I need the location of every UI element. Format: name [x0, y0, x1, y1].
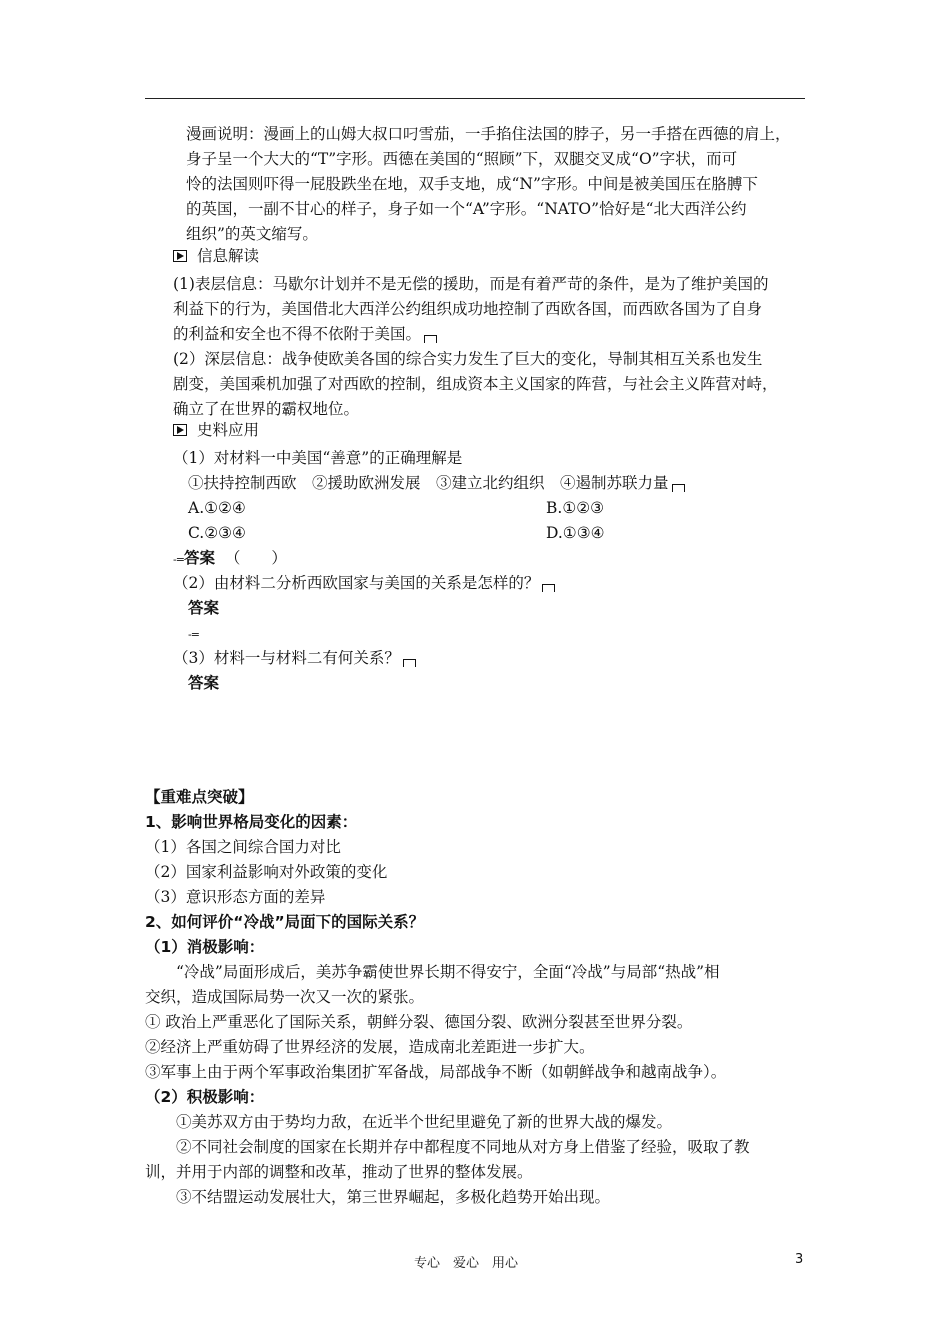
negative-para-line-2: 交织，造成国际局势一次又一次的紧张。: [145, 988, 425, 1006]
positive-label: （2）积极影响：: [145, 1088, 265, 1106]
info-line-3: [173, 323, 437, 345]
cartoon-line-2: 身子呈一个大大的“T”字形。西德在美国的“照顾”下，双腿交叉成“O”字状，而可: [186, 150, 738, 168]
section-1-item-1: （1）各国之间综合国力对比: [145, 838, 341, 856]
question-2: [173, 572, 555, 594]
question-3: [173, 647, 416, 669]
cartoon-line-5: 组织”的英文缩写。: [186, 225, 318, 243]
apply-heading-text: 史料应用: [197, 421, 260, 439]
answer-2-mark: [188, 622, 199, 646]
section-1-title: 1、影响世界格局变化的因素：: [145, 813, 358, 831]
section-1-item-2: （2）国家利益影响对外政策的变化: [145, 863, 388, 881]
footer-motto: 专心 爱心 用心: [414, 1256, 519, 1271]
negative-item-1: ① 政治上严重恶化了国际关系，朝鲜分裂、德国分裂、欧洲分裂甚至世界分裂。: [145, 1013, 693, 1031]
answer-2-label: 答案: [188, 599, 220, 617]
option-a: A.①②④: [188, 499, 246, 517]
play-marker-icon: [173, 424, 187, 436]
info-line-4: (2）深层信息：战争使欧美各国的综合实力发生了巨大的变化，导制其相互关系也发生: [173, 350, 763, 368]
section-2-title: 2、如何评价“冷战”局面下的国际关系？: [145, 913, 425, 931]
edit-mark-icon: -=: [173, 553, 184, 566]
negative-item-3: ③军事上由于两个军事政治集团扩军备战，局部战争不断（如朝鲜战争和越南战争）。: [145, 1063, 727, 1081]
negative-item-2: ②经济上严重妨碍了世界经济的发展，造成南北差距进一步扩大。: [145, 1038, 595, 1056]
positive-item-2-line-1: ②不同社会制度的国家在长期并存中都程度不同地从对方身上借鉴了经验，吸取了教: [176, 1138, 750, 1156]
negative-para-line-1: “冷战”局面形成后，美苏争霸使世界长期不得安宁，全面“冷战”与局部“热战”相: [176, 963, 720, 981]
answer-label: 答案: [183, 549, 215, 567]
question-3-text: （3）材料一与材料二有何关系？: [173, 649, 400, 667]
info-line-1: (1)表层信息：马歇尔计划并不是无偿的援助，而是有着严苛的条件，是为了维护美国的: [173, 275, 769, 293]
answer-3-label: 答案: [188, 674, 220, 692]
positive-item-2-line-2: 训，并用于内部的调整和改革，推动了世界的整体发展。: [145, 1163, 533, 1181]
option-d: D.①③④: [546, 524, 605, 542]
play-marker-icon: [173, 250, 187, 262]
section-heading: 【重难点突破】: [145, 788, 254, 806]
info-line-5: 剧变，美国乘机加强了对西欧的控制，组成资本主义国家的阵营，与社会主义阵营对峙，: [173, 375, 778, 393]
option-b: B.①②③: [546, 499, 605, 517]
info-line-6: 确立了在世界的霸权地位。: [173, 400, 360, 418]
margin-mark-icon: [672, 484, 685, 492]
header-rule: [145, 98, 805, 99]
page-number: 3: [795, 1252, 804, 1267]
cartoon-line-3: 怜的法国则吓得一屁股跌坐在地，双手支地，成“N”字形。中间是被美国压在胳膊下: [186, 175, 758, 193]
margin-mark-icon: [542, 584, 555, 592]
question-1-options-text: ①扶持控制西欧 ②援助欧洲发展 ③建立北约组织 ④遏制苏联力量: [188, 474, 669, 492]
edit-mark-icon: -=: [188, 628, 199, 641]
negative-label: （1）消极影响：: [145, 938, 265, 956]
margin-mark-icon: [424, 335, 437, 343]
info-line-2: 利益下的行为，美国借北大西洋公约组织成功地控制了西欧各国，而西欧各国为了自身: [173, 300, 763, 318]
answer-1: [173, 547, 287, 571]
info-line-3-text: 的利益和安全也不得不依附于美国。: [173, 325, 422, 343]
cartoon-line-1: 漫画说明：漫画上的山姆大叔口叼雪茄，一手掐住法国的脖子，另一手搭在西德的肩上，: [186, 125, 791, 143]
cartoon-line-4: 的英国，一副不甘心的样子，身子如一个“A”字形。“NATO”恰好是“北大西洋公约: [186, 200, 747, 218]
answer-blank: （ ）: [224, 549, 287, 567]
info-heading-text: 信息解读: [197, 247, 260, 265]
positive-item-1: ①美苏双方由于势均力敌，在近半个世纪里避免了新的世界大战的爆发。: [176, 1113, 673, 1131]
positive-item-3: ③不结盟运动发展壮大，第三世界崛起，多极化趋势开始出现。: [176, 1188, 611, 1206]
info-heading: [173, 245, 259, 267]
question-2-text: （2）由材料二分析西欧国家与美国的关系是怎样的？: [173, 574, 540, 592]
option-c: C.②③④: [188, 524, 246, 542]
section-1-item-3: （3）意识形态方面的差异: [145, 888, 326, 906]
apply-heading: [173, 419, 259, 441]
question-1: （1）对材料一中美国“善意”的正确理解是: [173, 449, 463, 467]
margin-mark-icon: [403, 659, 416, 667]
question-1-options: [188, 472, 685, 494]
